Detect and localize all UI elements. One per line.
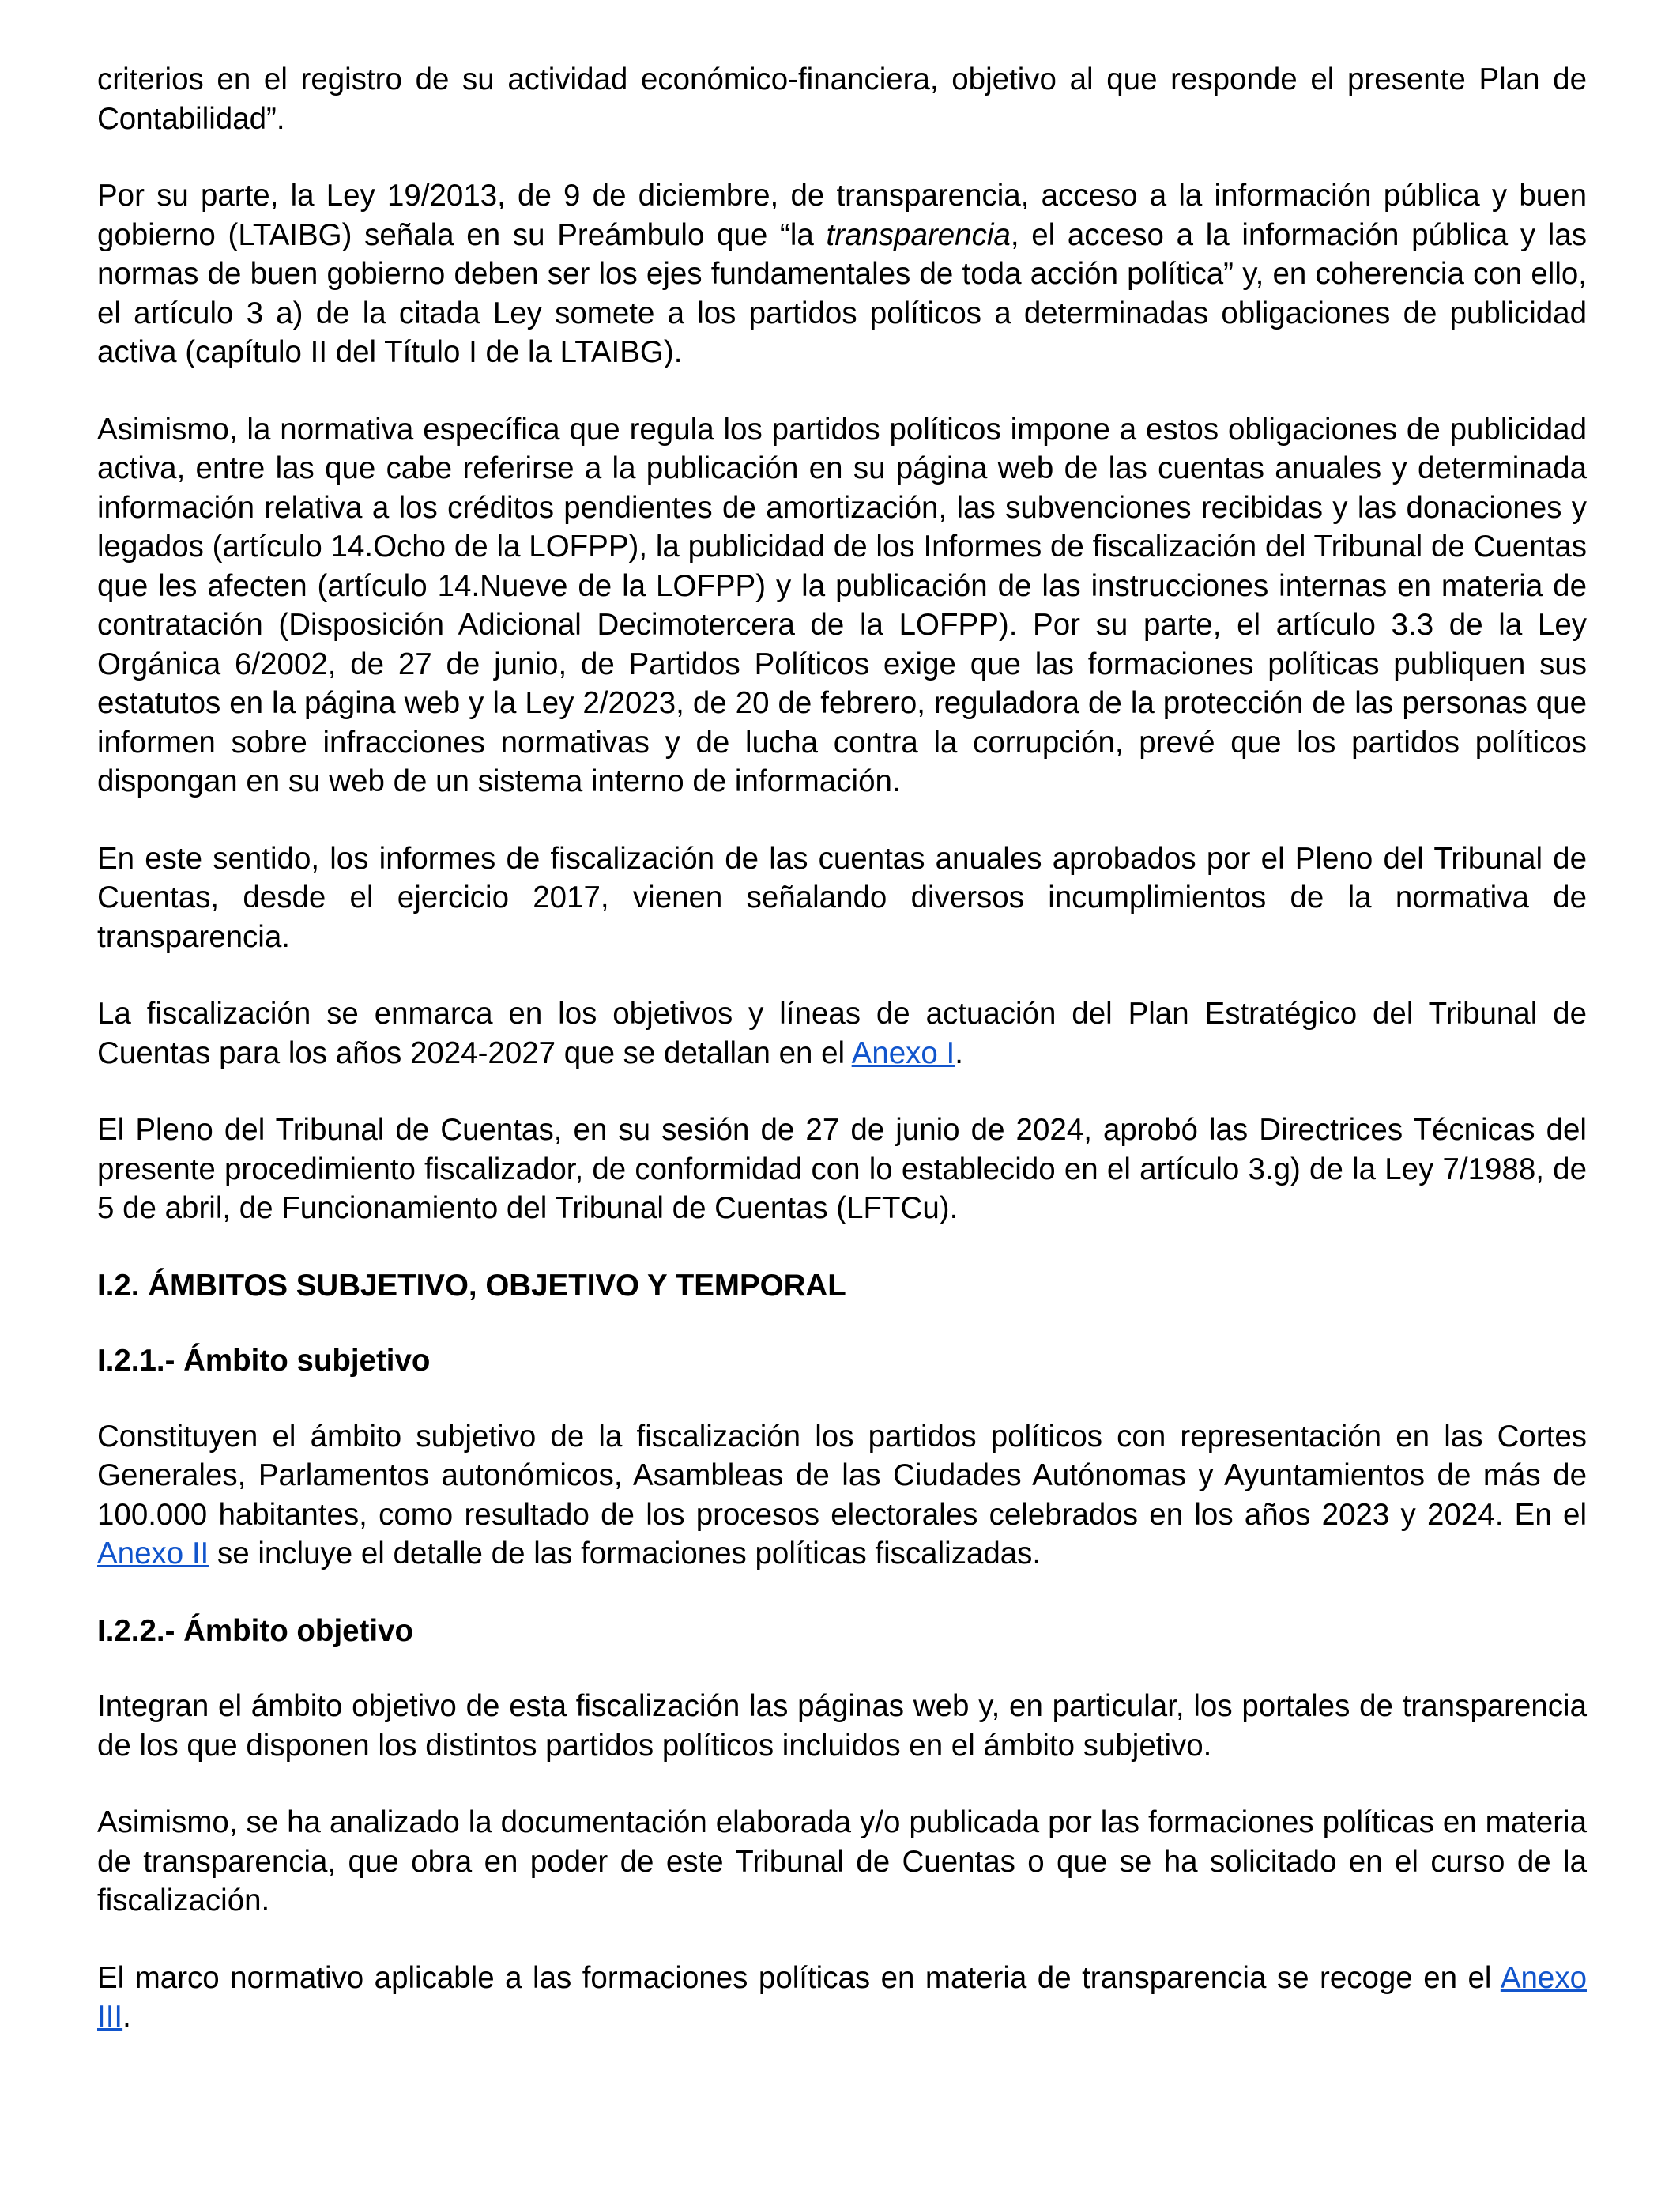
- paragraph-plan-contabilidad: [97, 60, 1587, 138]
- section-heading-ambitos: I.2. ÁMBITOS SUBJETIVO, OBJETIVO Y TEMPORAL: [97, 1268, 846, 1303]
- paragraph-text: .: [122, 2000, 131, 2034]
- paragraph-text: Asimismo, se ha analizado la documentación elaborada y/o publicada por las formaciones políticas en materia de transparencia, que obra en poder de este Tribunal de Cuentas o que se ha solicitado en el curso de la fiscalización.: [97, 1805, 1587, 1918]
- paragraph-normativa-especifica: [97, 410, 1587, 801]
- paragraph-text: Asimismo, la normativa específica que regula los partidos políticos impone a estos obligaciones de publicidad activa, entre las que cabe referirse a la publicación en su página web de las cuentas anuales y determinada información relativa a los créditos pendientes de amortización, las subvenciones recibidas y las donaciones y legados (artículo 14.Ocho de la LOFPP), la publicidad de los Informes de fiscalización del Tribunal de Cuentas que les afecten (artículo 14.Nueve de la LOFPP) y la publicación de las instrucciones internas en materia de contratación (Disposición Adicional Decimotercera de la LOFPP). Por su parte, el artículo 3.3 de la Ley Orgánica 6/2002, de 27 de junio, de Partidos Políticos exige que las formaciones políticas publiquen sus estatutos en la página web y la Ley 2/2023, de 20 de febrero, reguladora de la protección de las personas que informen sobre infracciones normativas y de lucha contra la corrupción, prevé que los partidos políticos dispongan en su web de un sistema interno de información.: [97, 412, 1587, 798]
- paragraph-text: En este sentido, los informes de fiscalización de las cuentas anuales aprobados por el Pleno del Tribunal de Cuentas, desde el ejercicio 2017, vienen señalando diversos incumplimientos de la normativa de transparencia.: [97, 841, 1587, 954]
- paragraph-text: El Pleno del Tribunal de Cuentas, en su sesión de 27 de junio de 2024, aprobó las Directrices Técnicas del presente procedimiento fiscalizador, de conformidad con lo establecido en el artículo 3.g) de la Ley 7/1988, de 5 de abril, de Funcionamiento del Tribunal de Cuentas (LFTCu).: [97, 1113, 1587, 1225]
- paragraph-marco-normativo: [97, 1959, 1587, 2037]
- paragraph-plan-estrategico: [97, 994, 1587, 1073]
- paragraph-text: .: [955, 1035, 963, 1070]
- paragraph-text: Constituyen el ámbito subjetivo de la fiscalización los partidos políticos con representación en las Cortes Generales, Parlamentos autonómicos, Asambleas de las Ciudades Autónomas y Ayuntamientos de más de 100.000 habitantes, como resultado de los procesos electorales celebrados en los años 2023 y 2024. En el: [97, 1419, 1587, 1532]
- link-anexo-i[interactable]: Anexo I: [851, 1035, 955, 1070]
- paragraph-ambito-objetivo: [97, 1687, 1587, 1765]
- paragraph-text: Integran el ámbito objetivo de esta fiscalización las páginas web y, en particular, los portales de transparencia de los que disponen los distintos partidos políticos incluidos en el ámbito subjetivo.: [97, 1689, 1587, 1763]
- paragraph-documentacion: [97, 1803, 1587, 1921]
- paragraph-informes-fiscalizacion: [97, 839, 1587, 957]
- paragraph-text: se incluye el detalle de las formaciones políticas fiscalizadas.: [209, 1537, 1042, 1571]
- emphasis-transparencia: transparencia: [826, 217, 1011, 252]
- paragraph-ambito-subjetivo: [97, 1417, 1587, 1574]
- subsection-heading-ambito-objetivo: I.2.2.- Ámbito objetivo: [97, 1613, 414, 1648]
- paragraph-directrices-tecnicas: [97, 1111, 1587, 1228]
- link-anexo-iii[interactable]: Anexo III: [97, 1960, 1587, 2034]
- link-anexo-ii[interactable]: Anexo II: [97, 1537, 209, 1571]
- document-page: [97, 60, 1587, 2075]
- paragraph-text: La fiscalización se enmarca en los objetivos y líneas de actuación del Plan Estratégico del Tribunal de Cuentas para los años 2024-2027 que se detallan en el: [97, 997, 1587, 1070]
- paragraph-text: El marco normativo aplicable a las formaciones políticas en materia de transparencia se recoge en el: [97, 1960, 1501, 1995]
- paragraph-text: Por su parte, la Ley 19/2013, de 9 de diciembre, de transparencia, acceso a la información pública y buen gobierno (LTAIBG) señala en su Preámbulo que “la: [97, 179, 1587, 252]
- paragraph-text: criterios en el registro de su actividad económico-financiera, objetivo al que responde el presente Plan de Contabilidad”.: [97, 62, 1587, 136]
- paragraph-text: , el acceso a la información pública y las normas de buen gobierno deben ser los ejes fundamentales de toda acción política” y, en coherencia con ello, el artículo 3 a) de la citada Ley somete a los partidos políticos a determinadas obligaciones de publicidad activa (capítulo II del Título I de la LTAIBG).: [97, 217, 1587, 369]
- subsection-heading-ambito-subjetivo: I.2.1.- Ámbito subjetivo: [97, 1344, 431, 1378]
- paragraph-ltaibg: [97, 176, 1587, 372]
